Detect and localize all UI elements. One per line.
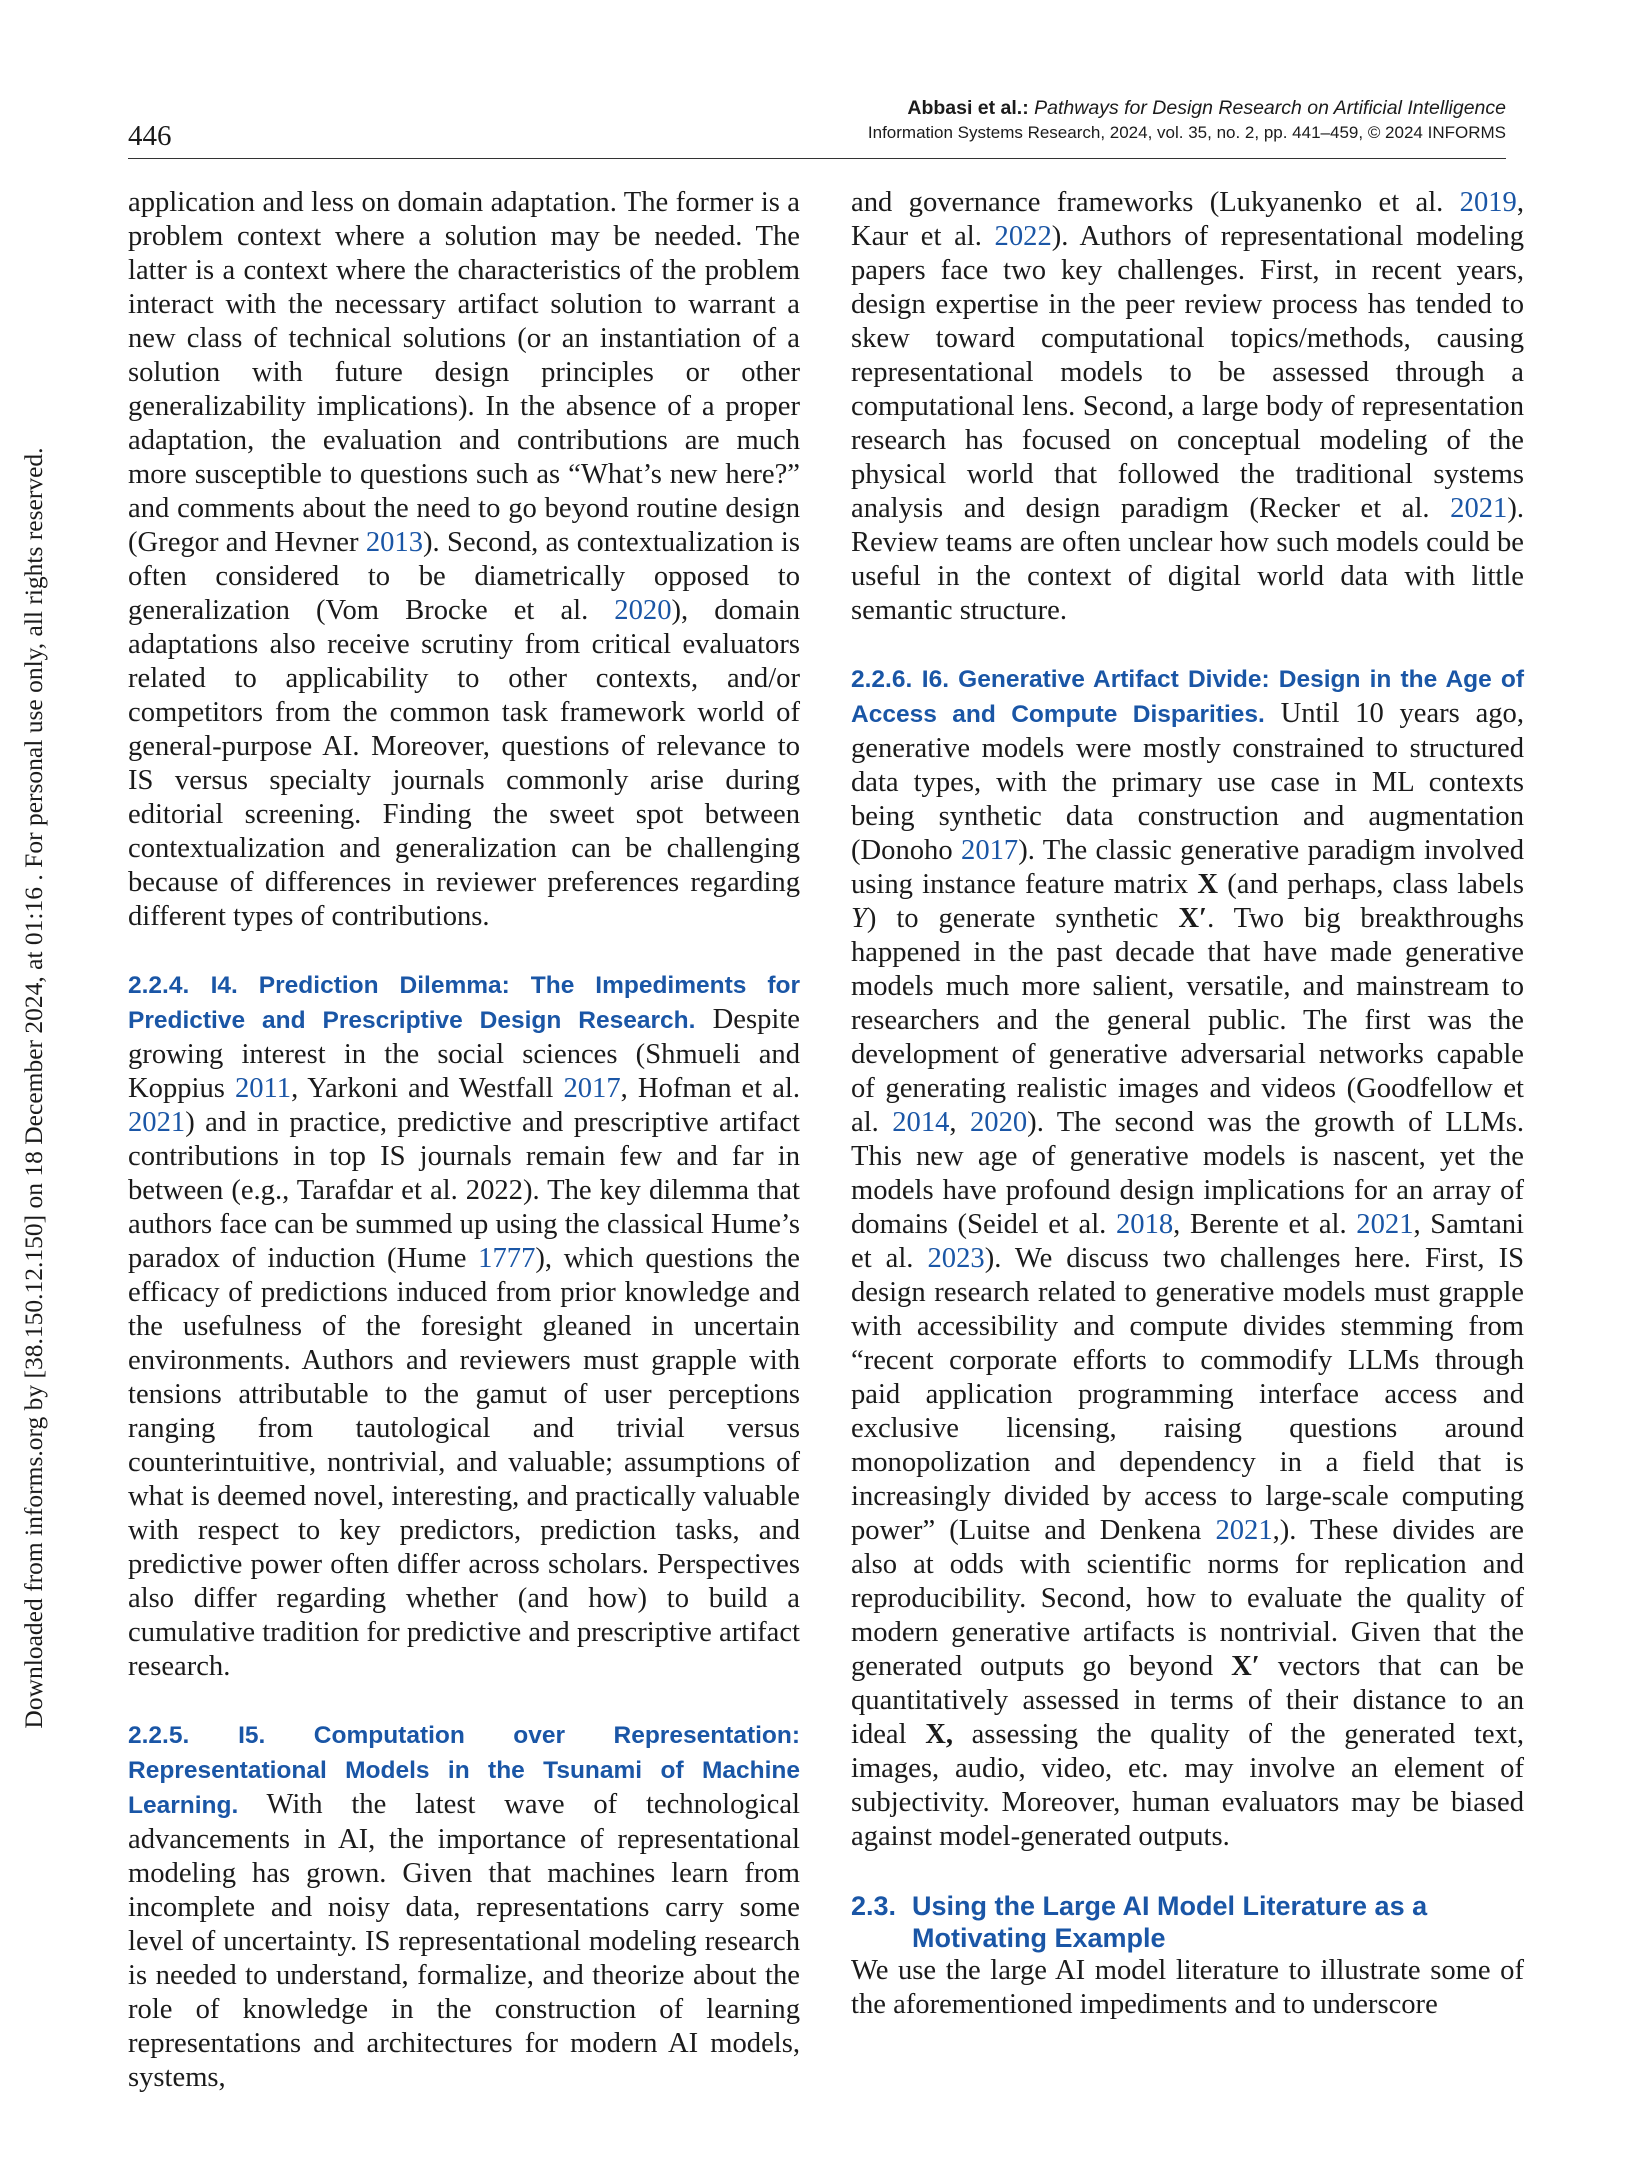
paragraph	[128, 186, 800, 934]
header-authors: Abbasi et al.:	[907, 97, 1029, 119]
section-title: I5. Computation over Representation: Representational Models in the Tsunami of Machine Learning.	[128, 1722, 800, 1819]
text-run: and governance frameworks (Lukyanenko et al.	[851, 187, 1460, 218]
citation-link[interactable]: 1777	[478, 1243, 536, 1274]
text-run: With the latest wave of technological advancements in AI, the importance of representational modeling has grown. Given that machines learn from incomplete and noisy data, representations carry some level of uncertainty. IS representational modeling research is needed to understand, formalize, and theorize about the role of knowledge in the construction of learning representations and architectures for modern AI models, systems,	[128, 1789, 800, 2093]
section-2-2-6	[851, 662, 1524, 1854]
text-run: , Hofman et al.	[620, 1073, 800, 1104]
matrix-symbol: X′	[1231, 1651, 1260, 1682]
citation-link[interactable]: 2013	[365, 527, 424, 558]
section-title: Using the Large AI Model Literature as a	[912, 1891, 1428, 1921]
citation-link[interactable]: 2020	[969, 1107, 1028, 1138]
section-title: I6. Generative Artifact Divide: Design in the Age of Access and Compute Disparities.	[851, 666, 1524, 728]
text-run: ) and in practice, predictive and prescriptive artifact contributions in top IS journals remain few and far in between (e.g., Tarafdar et al. 2022). The key dilemma that authors face can be summed up using the classical Hume’s paradox of induction (Hume	[128, 1107, 800, 1274]
citation-link[interactable]: 2020	[614, 595, 672, 626]
text-run: , Berente et al.	[1173, 1209, 1357, 1240]
citation-link[interactable]: 2021	[1450, 493, 1508, 524]
text-run: ). Review teams are often unclear how such models could be useful in the context of digital world data with little semantic structure.	[851, 493, 1524, 626]
header-title: Pathways for Design Research on Artificial Intelligence	[1034, 97, 1506, 119]
citation-link[interactable]: 2022	[994, 221, 1052, 252]
running-title	[868, 96, 1506, 121]
text-run: ). The second was the growth of LLMs. This new age of generative models is nascent, yet the models have profound design implications for an array of domains (Seidel et al.	[851, 1107, 1524, 1240]
section-number: 2.2.5.	[128, 1722, 190, 1749]
text-run: assessing the quality of the generated text, images, audio, video, etc. may involve an element of subjectivity. Moreover, human evaluators may be biased against model-generated outputs.	[851, 1719, 1524, 1852]
page-number: 446	[128, 120, 172, 152]
text-run: ). We discuss two challenges here. First, IS design research related to generative models must grapple with accessibility and compute divides stemming from “recent corporate efforts to commodify LLMs through paid application programming interface access and exclusive licensing, raising questions around monopolization and dependency in a field that is increasingly divided by access to large-scale computing power” (Luitse and Denkena	[851, 1243, 1525, 1546]
citation-link[interactable]: 2021	[1215, 1515, 1273, 1546]
matrix-symbol: X,	[925, 1719, 953, 1750]
citation-link[interactable]: 2018	[1115, 1209, 1174, 1240]
text-run: ), which questions the efficacy of predictions induced from prior knowledge and the usefulness of the foresight gleaned in uncertain environments. Authors and reviewers must grapple with tensions attributable to the gamut of user perceptions ranging from tautological and trivial versus counterintuitive, nontrivial, and valuable; assumptions of what is deemed novel, interesting, and practically valuable with respect to key predictors, prediction tasks, and predictive power often differ across scholars. Perspectives also differ regarding whether (and how) to build a cumulative tradition for predictive and prescriptive artifact research.	[128, 1243, 800, 1682]
text-run: Until 10 years ago, generative models were mostly constrained to structured data types, with the primary use case in ML contexts being synthetic data construction and augmentation (Donoho	[851, 698, 1524, 866]
text-run: vectors that can be quantitatively assessed in terms of their distance to an ideal	[851, 1651, 1524, 1750]
text-run: . Two big breakthroughs happened in the past decade that have made generative models much more salient, versatile, and mainstream to researchers and the general public. The first was the development of generative adversarial networks capable of generating realistic images and videos (Goodfellow et al.	[851, 903, 1524, 1138]
paragraph: We use the large AI model literature to illustrate some of the aforementioned impediments and to underscore	[851, 1955, 1524, 2020]
text-run: , Kaur et al.	[851, 187, 1524, 252]
label-symbol: Y	[851, 903, 867, 934]
section-2-2-5	[128, 1718, 800, 2095]
citation-link[interactable]: 2011	[234, 1073, 292, 1104]
text-run: , Yarkoni and Westfall	[291, 1073, 564, 1104]
section-title-continued: Motivating Example	[912, 1923, 1166, 1953]
citation-link[interactable]: 2021	[128, 1107, 186, 1138]
citation-link[interactable]: 2019	[1459, 187, 1517, 218]
text-run: ). Second, as contextualization is often considered to be diametrically opposed to generalization (Vom Brocke et al.	[128, 527, 800, 626]
text-run: ). The classic generative paradigm involved using instance feature matrix	[851, 835, 1524, 900]
text-run: ,). These divides are also at odds with scientific norms for replication and reproducibility. Second, how to evaluate the quality of modern generative artifacts is nontrivial. Given that the generated outputs go beyond	[851, 1515, 1524, 1682]
text-run: ) to generate synthetic	[866, 903, 1179, 934]
section-2-2-4	[128, 968, 800, 1684]
page-header	[128, 96, 1506, 158]
right-column	[851, 186, 1524, 2022]
text-run: Despite growing interest in the social sciences (Shmueli and Koppius	[128, 1004, 800, 1104]
journal-info: Information Systems Research, 2024, vol. 35, no. 2, pp. 441–459, © 2024 INFORMS	[867, 123, 1506, 142]
section-number: 2.2.4.	[128, 972, 190, 999]
text-run: (and perhaps, class labels	[1218, 869, 1524, 900]
text-run: , Samtani et al.	[851, 1209, 1525, 1274]
matrix-symbol: X	[1197, 869, 1219, 900]
left-column	[128, 186, 800, 2095]
section-title: I4. Prediction Dilemma: The Impediments for Predictive and Prescriptive Design Research.	[128, 972, 800, 1034]
citation-link[interactable]: 2023	[927, 1243, 985, 1274]
citation-link[interactable]: 2017	[961, 835, 1019, 866]
text-run: application and less on domain adaptation. The former is a problem context where a solution may be needed. The latter is a context where the characteristics of the problem interact with the necessary artifact solution to warrant a new class of technical solutions (or an instantiation of a solution with future design principles or other generalizability implications). In the absence of a proper adaptation, the evaluation and contributions are much more susceptible to questions such as “What’s new here?” and comments about the need to go beyond routine design (Gregor and Hevner	[128, 187, 800, 558]
citation-link[interactable]: 2014	[892, 1107, 950, 1138]
matrix-symbol: X′	[1178, 903, 1208, 934]
section-2-3-heading	[851, 1890, 1524, 1954]
citation-link[interactable]: 2021	[1356, 1209, 1414, 1240]
section-number: 2.2.6.	[851, 666, 913, 693]
header-rule	[128, 158, 1506, 159]
text-run: ). Authors of representational modeling papers face two key challenges. First, in recent years, design expertise in the peer review process has tended to skew toward computational topics/methods, causing representational models to be assessed through a computational lens. Second, a large body of representation research has focused on conceptual modeling of the physical world that followed the traditional systems analysis and design paradigm (Recker et al.	[851, 221, 1524, 524]
text-run: ,	[949, 1107, 970, 1138]
download-notice-text: Downloaded from informs.org by [38.150.12.150] on 18 December 2024, at 01:16 . For personal use only, all rights reserved.	[19, 447, 48, 1729]
running-head	[868, 96, 1506, 145]
paragraph	[851, 186, 1524, 628]
section-number: 2.3.	[851, 1891, 897, 1921]
citation-link[interactable]: 2017	[563, 1073, 621, 1104]
text-run: ), domain adaptations also receive scrutiny from critical evaluators related to applicability to other contexts, and/or competitors from the common task framework world of general-purpose AI. Moreover, questions of relevance to IS versus specialty journals commonly arise during editorial screening. Finding the sweet spot between contextualization and generalization can be challenging because of differences in reviewer preferences regarding different types of contributions.	[128, 595, 800, 932]
